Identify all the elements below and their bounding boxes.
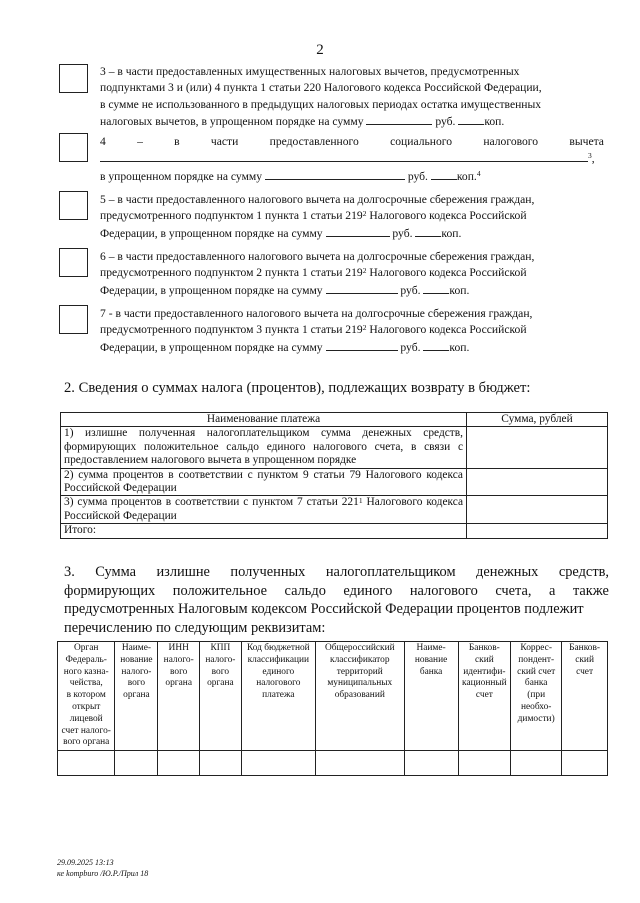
requisites-col-2-line: вого: [127, 678, 146, 689]
requisites-input-cell-3[interactable]: [158, 751, 200, 776]
row-3-sum[interactable]: [467, 496, 608, 524]
col-payment-name: Наименование платежа: [61, 413, 467, 427]
footer: [57, 857, 148, 879]
requisites-col-8-line: Банков-: [468, 643, 500, 653]
requisites-col-9-line: необхо-: [520, 701, 552, 712]
requisites-col-5-line: Код бюджетной: [246, 643, 310, 653]
requisites-col-1-line: открыт: [72, 701, 101, 712]
requisites-col-8: [458, 642, 511, 751]
row-1-name: 1) излишне полученная налогоплательщиком сумма денежных средств, формирующих положительное сальдо единого налогового счета, в связи с предоставлением налогового вычета в упрощенном порядке: [61, 427, 467, 468]
requisites-col-1-line: ного казна-: [63, 666, 109, 677]
requisites-col-2-line: налого-: [121, 666, 152, 677]
requisites-header-row: [58, 642, 608, 751]
row-2-name: 2) сумма процентов в соответствии с пунктом 9 статьи 79 Налогового кодекса Российской Федерации: [61, 468, 467, 496]
requisites-col-2: [115, 642, 158, 751]
requisites-col-9-line: банка: [524, 678, 548, 689]
row-1-sum[interactable]: [467, 427, 608, 468]
option-7-checkbox[interactable]: [59, 305, 88, 334]
requisites-col-8-line: ский: [474, 654, 494, 665]
requisites-input-cell-5[interactable]: [241, 751, 315, 776]
row-2-sum[interactable]: [467, 468, 608, 496]
requisites-col-9-line: (при: [527, 690, 546, 701]
requisites-col-6-line: классификатор: [330, 654, 390, 665]
option-4-text: 4 – в части предоставленного социального налогового вычета $^3$, в упрощенном порядке на сумму руб. коп.$^4$: [100, 135, 604, 183]
requisites-col-8-line: кационный: [462, 678, 507, 689]
requisites-col-5: [241, 642, 315, 751]
requisites-col-1-line: лицевой: [69, 713, 103, 724]
requisites-col-7-line: нование: [414, 654, 448, 665]
requisites-col-9: [511, 642, 562, 751]
requisites-col-10-line: ский: [575, 654, 594, 665]
requisites-col-3-line: ИНН: [168, 643, 189, 653]
option-7-text: 7 - в части предоставленного налогового вычета на долгосрочные сбережения граждан, предусмотренного подпунктом 3 пункта 1 статьи $219^2$ Налогового кодекса Российской Федерации, в упрощенном порядке на сумму руб. коп.: [100, 307, 533, 354]
page-number: 2: [316, 42, 324, 58]
requisites-input-cell-6[interactable]: [315, 751, 404, 776]
requisites-col-2-line: Наиме-: [121, 643, 151, 653]
option-5-checkbox[interactable]: [59, 191, 88, 220]
table-row: [61, 468, 608, 496]
requisites-input-row: [58, 751, 608, 776]
footer-author: ке kompburo /Ю.Р./Прил 18: [57, 869, 149, 878]
section-3-text: 3. Сумма излишне полученных налогоплательщиком денежных средств, формирующих положительное сальдо единого налогового счета, а также предусмотренных Налоговым кодексом Российской Федерации процентов подлежит перечислению по следующим реквизитам:: [64, 564, 609, 636]
requisites-input-cell-7[interactable]: [404, 751, 458, 776]
row-3-name: 3) сумма процентов в соответствии с пунктом 7 статьи $221^1$ Налогового кодекса Российской Федерации: [61, 496, 467, 524]
requisites-col-7-line: банка: [419, 666, 443, 677]
requisites-input-cell-1[interactable]: [58, 751, 115, 776]
requisites-col-1-line: Федераль-: [65, 654, 107, 665]
requisites-col-9-line: димости): [517, 713, 555, 724]
option-3-text: 3 – в части предоставленных имущественных налоговых вычетов, предусмотренных подпунктами 3 и (или) 4 пункта 1 статьи 220 Налогового кодекса Российской Федерации, в сумме не использованного в предыдущих налоговых периодах остатка имущественных налоговых вычетов, в упрощенном порядке на сумму руб. коп.: [100, 65, 542, 129]
requisites-col-5-line: единого: [262, 666, 295, 677]
requisites-col-3-line: органа: [165, 678, 192, 689]
requisites-col-7-line: Наиме-: [416, 643, 446, 653]
requisites-input-cell-2[interactable]: [115, 751, 158, 776]
requisites-col-2-line: нование: [120, 654, 153, 665]
total-label: Итого:: [61, 524, 467, 538]
requisites-col-4-line: вого: [211, 666, 230, 677]
requisites-col-4-line: органа: [207, 678, 234, 689]
requisites-input-cell-10[interactable]: [562, 751, 608, 776]
option-5-text: 5 – в части предоставленного налогового вычета на долгосрочные сбережения граждан, предусмотренного подпунктом 1 пункта 1 статьи $219^2$ Налогового кодекса Российской Федерации, в упрощенном порядке на сумму руб. коп.: [100, 193, 535, 240]
tax-return-table: [60, 412, 608, 539]
requisites-col-5-line: платежа: [262, 690, 295, 701]
table-row: [61, 427, 608, 468]
requisites-col-1-line: Орган: [73, 643, 99, 653]
requisites-col-6-line: муниципальных: [327, 678, 393, 689]
requisites-col-4: [200, 642, 242, 751]
option-4-checkbox[interactable]: [59, 133, 88, 162]
requisites-table: [57, 641, 608, 776]
requisites-col-5-line: налогового: [256, 678, 301, 689]
requisites-col-3-line: налого-: [163, 654, 194, 665]
requisites-col-9-line: ский счет: [517, 666, 556, 677]
option-6-checkbox[interactable]: [59, 248, 88, 277]
requisites-col-6-line: территорий: [336, 666, 383, 677]
requisites-col-1-line: вого органа: [63, 737, 110, 748]
footer-date: 29.09.2025 13:13: [57, 858, 114, 867]
requisites-col-4-line: КПП: [210, 643, 231, 653]
table-header-row: [61, 413, 608, 427]
total-sum[interactable]: [467, 524, 608, 538]
requisites-input-cell-9[interactable]: [511, 751, 562, 776]
requisites-col-1: [58, 642, 115, 751]
table-row: [61, 496, 608, 524]
requisites-col-1-line: в котором: [66, 690, 106, 701]
section-2-title: 2. Сведения о суммах налога (процентов), подлежащих возврату в бюджет:: [64, 380, 531, 396]
requisites-col-6-line: Общероссийский: [324, 643, 395, 653]
requisites-col-1-line: чейства,: [69, 678, 103, 689]
requisites-col-3: [158, 642, 200, 751]
requisites-col-7: [404, 642, 458, 751]
requisites-col-3-line: вого: [170, 666, 188, 677]
requisites-col-5-line: классификации: [247, 654, 310, 665]
col-sum: Сумма, рублей: [467, 413, 608, 427]
requisites-col-1-line: счет налого-: [61, 725, 111, 736]
requisites-col-6: [315, 642, 404, 751]
table-row: [61, 524, 608, 538]
requisites-col-6-line: образований: [334, 690, 385, 701]
requisites-col-2-line: органа: [123, 690, 150, 701]
requisites-col-9-line: Коррес-: [520, 643, 552, 653]
option-3-checkbox[interactable]: [59, 64, 88, 93]
requisites-input-cell-4[interactable]: [200, 751, 242, 776]
requisites-col-10-line: Банков-: [569, 643, 601, 653]
requisites-col-10-line: счет: [576, 666, 594, 677]
requisites-col-10: [562, 642, 608, 751]
option-6-text: 6 – в части предоставленного налогового вычета на долгосрочные сбережения граждан, предусмотренного подпунктом 2 пункта 1 статьи $219^2$ Налогового кодекса Российской Федерации, в упрощенном порядке на сумму руб. коп.: [100, 250, 535, 297]
requisites-input-cell-8[interactable]: [458, 751, 511, 776]
requisites-col-8-line: счет: [475, 690, 493, 701]
requisites-col-8-line: идентифи-: [463, 666, 506, 677]
requisites-col-9-line: пондент-: [518, 654, 555, 665]
requisites-col-4-line: налого-: [205, 654, 236, 665]
